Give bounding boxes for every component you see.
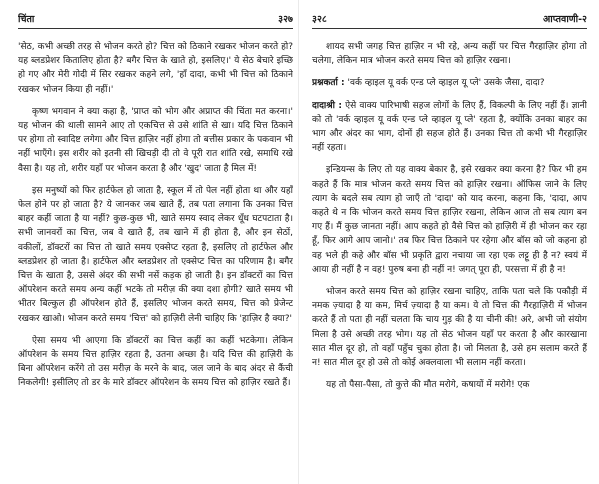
left-paragraph: 'सेठ, कभी अच्छी तरह से भोजन करते हो? चित्त को ठिकाने रखकर भोजन करते हो? यह ब्लडप्रेशर कितालिए होता है? बगैर चित्त के खाते हो, इसलिए।' ये सेठ बेचारे इच्छि हो गए और मेरी गोदी में सिर रखकर कहने लगे, 'हाँ दादा, कभी भी चित्त को ठिकाने रखकर भोजन किया ही नहीं।'	[18, 42, 293, 95]
left-page-number: ३२७	[278, 14, 293, 25]
left-paragraph: कृष्ण भगवान ने क्या कहा है, 'प्राप्त को भोग और अप्राप्त की चिंता मत करना।' यह भोजन की थाली सामने आए तो एकचित्त से उसे शांति से खा। यदि चित्त ठिकाने पर होगा तो स्वादिष्ट लगेगा और चित्त हाज़िर नहीं होगा तो बत्तीस प्रकार के पकवान भी नहीं भाएँगे। इस शरीर को इतनी सी खिचड़ी दी तो वे पूरी रात शांति रखे, समाधि रखे वैसा है। यह तो, शरीर यहाँ पर भोजन करता है और 'खुद' जाता है मिल में!	[18, 106, 293, 174]
left-page	[18, 0, 293, 484]
right-page-header	[312, 12, 587, 26]
right-paragraph: इन्डियन्स के लिए तो यह वाक्य बेकार है, इसे रखकर क्या करना है? फिर भी हम कहते हैं कि मात्र भोजन करते समय चित्त को हाज़िर रखना। ऑफिस जाने के लिए त्याग के बदले सब त्याग हो जाएँ तो 'दादा' को याद करना, कहना कि, 'दादा, आप कहते थे न कि भोजन करते समय चित्त हाज़िर रखना, लेकिन आज तो सब त्याग बन गए हैं। मैं कुछ जानता नहीं। आप कहते हो वैसे चित्त को हाज़िरी में ही भोजन कर रहा हूँ, फिर आगे आप जानो।' तब फिर चित्त ठिकाने पर रहेगा और बॉस को जो कहना हो वह भले ही कहे और बॉस भी प्रकृति द्वारा नचाया जा रहा एक लट्टू ही है न? स्वयं में आया ही नहीं है न वह! पुरुष बना ही नहीं न! जगत् पूरा ही, परसत्ता में ही है न!	[312, 165, 587, 275]
page-gutter	[298, 0, 299, 484]
left-page-body	[18, 40, 293, 399]
dialogue-text: ऐसे वाक्य पारिभाषी सहज लोगों के लिए हैं, विकल्पी के लिए नहीं हैं। ज्ञानी को तो 'वर्क व्हाइल यू वर्क एन्ड प्ले व्हाइल यू प्ले' रहता है, क्योंकि उनका बाहर का भाग और अंदर का भाग, दोनों ही सहज होते हैं। उनका चित्त तो कभी भी गैरहाज़िर नहीं रहता।	[312, 100, 587, 154]
right-page-title: आप्तवाणी-२	[542, 14, 587, 25]
left-header-rule	[18, 28, 293, 29]
dialogue-answer	[312, 99, 587, 156]
dialogue-question	[312, 76, 587, 90]
dialogue-text: 'वर्क व्हाइल यू वर्क एन्ड प्ले व्हाइल यू प्ले' उसके जैसा, दादा?	[347, 78, 545, 89]
right-header-rule	[312, 28, 587, 29]
left-paragraph: इस मनुष्यों को फिर हार्टफेल हो जाता है, स्कूल में तो पेल नहीं होता था और यहाँ फेल होने पर हो जाता है? ये जानकर जब खाते हैं, तब पता लगाना कि उनका चित्त बाहर कहीं जाता है या नहीं? कुछ-कुछ भी, खाते समय स्वाद लेकर धूँध घटपटाता है। सभी जानवरों का चित्त, जब वे खाते हैं, तब खाने में ही होता है, और इन सेठों, वकीलों, डॉक्टरों का चित्त तो खाते समय एक्सेप्ट रहता है, इसलिए तो हार्टफेल और ब्लडप्रेशर हो जाता है। हार्टफेल और ब्लडप्रेशर तो एक्सेप्ट चित्त का परिणाम है। बगैर चित्त के खाता है, उससे अंदर की सभी नसें कड़क हो जाती है। इन डॉक्टरों का चित्त ऑपरेशन करते समय अन्य कहीं भटके तो मरीज़ की क्या दशा होगी? खाते समय भी भीतर बिल्कुल ही ऑपरेशन होते हैं, इसलिए भोजन करते समय, चित्त को प्रेजेन्ट रखकर खाओ। भोजन करते समय 'चित्त' को हाज़िरी लेनी चाहिए कि 'हाज़िर है क्या?'	[18, 185, 293, 324]
speaker-label: प्रश्नकर्ता :	[312, 78, 345, 89]
left-paragraph: ऐसा समय भी आएगा कि डॉक्टरों का चित्त कहीं का कहीं भटकेगा। लेकिन ऑपरेशन के समय चित्त हाज़िर रहता है, उतना अच्छा है। यदि चित्त की हाज़िरी के बिना ऑपरेशन करेंगे तो उस मरीज़ के मरने के बाद, जल जाने के बाद अंदर से कैंची निकलेगी! इसीलिए तो डर के मारे डॉक्टर ऑपरेशन के समय चित्त को हाज़िर रखते हैं।	[18, 335, 293, 389]
right-paragraph: यह तो पैसा-पैसा, तो कुत्ते की मौत मरोगे, कषायों में मरोगे! एक	[326, 380, 530, 391]
right-page	[312, 0, 587, 484]
right-page-body	[312, 40, 587, 400]
left-page-title: चिंता	[18, 14, 35, 25]
right-paragraph: भोजन करते समय चित्त को हाज़िर रखना चाहिए, ताकि पता चले कि पकौड़ी में नमक ज़्यादा है या कम, मिर्च ज़्यादा है या कम। ये तो चित्त की गैरहाज़िरी में भोजन करते हैं तो पता ही नहीं चलता कि चाय गुड़ की है या चीनी की! अरे, अभी जो संयोग मिला है उसे अच्छी तरह भोग। यह तो सेठ भोजन यहाँ पर करता है और कारखाना सात मील दूर हो, तो वहाँ पहुँच चुका होता है। जो मिलता है, उसे हम सलाम करते हैं न! सात मील दूर हो उसे तो कोई अक्लवाला भी सलाम नहीं करता।	[312, 287, 587, 369]
left-page-header	[18, 12, 293, 26]
speaker-label: दादाश्री :	[312, 100, 342, 111]
right-page-number: ३२८	[312, 14, 327, 25]
right-paragraph: शायद सभी जगह चित्त हाज़िर न भी रहे, अन्य कहीं पर चित्त गैरहाज़िर होगा तो चलेगा, लेकिन मात्र भोजन करते समय चित्त को हाज़िर रखना।	[312, 42, 587, 67]
